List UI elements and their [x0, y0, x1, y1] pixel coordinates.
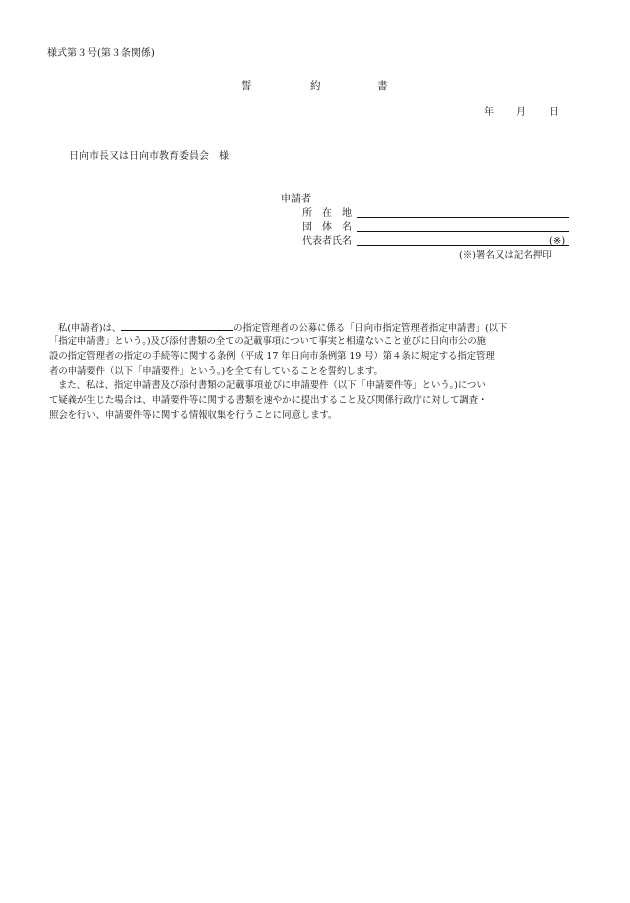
date-day: 日	[549, 107, 559, 118]
seal-note: (※)署名又は記名押印	[459, 250, 552, 261]
body-line-4: 者の申請要件（以下「申請要件」という。)を全て有していることを誓約します。	[49, 366, 383, 377]
body-line-1	[58, 321, 507, 335]
date-year: 年	[484, 107, 494, 118]
addressee: 日向市長又は日向市教育委員会 様	[69, 151, 229, 162]
form-number: 様式第３号(第３条関係)	[47, 48, 155, 59]
title-char-2: 約	[310, 80, 321, 92]
facility-name-field[interactable]	[121, 321, 233, 331]
title-char-3: 書	[377, 80, 388, 92]
body-p1-start: 私(申請者)は、	[58, 323, 122, 334]
seal-mark: (※)	[549, 236, 566, 247]
body-line-6: て疑義が生じた場合は、申請要件等に関する書類を速やかに提出すること及び関係行政庁に対して調査・	[49, 395, 488, 406]
body-line-2: 「指定申請書」という。)及び添付書類の全ての記載事項について事実と相違ないこと並びに日向市公の施	[49, 336, 487, 347]
applicant-heading: 申請者	[281, 194, 311, 205]
org-name-field[interactable]	[357, 221, 569, 232]
address-label: 所 在 地	[302, 208, 352, 219]
title-char-1: 誓	[241, 80, 252, 92]
body-line-5: また、私は、指定申請書及び添付書類の記載事項並びに申請要件（以下「申請要件等」という。)につい	[58, 380, 486, 391]
address-field[interactable]	[357, 207, 569, 218]
body-line-7: 照会を行い、申請要件等に関する情報収集を行うことに同意します。	[49, 410, 338, 421]
representative-label: 代表者氏名	[302, 236, 352, 247]
body-p1-l1-rest: の指定管理者の公募に係る「日向市指定管理者指定申請書」(以下	[233, 323, 508, 334]
representative-field[interactable]	[357, 235, 569, 246]
org-name-label: 団 体 名	[302, 222, 352, 233]
date-month: 月	[516, 107, 526, 118]
body-line-3: 設の指定管理者の指定の手続等に関する条例（平成 17 年日向市条例第 19 号）第４条に規定する指定管理	[49, 351, 495, 362]
